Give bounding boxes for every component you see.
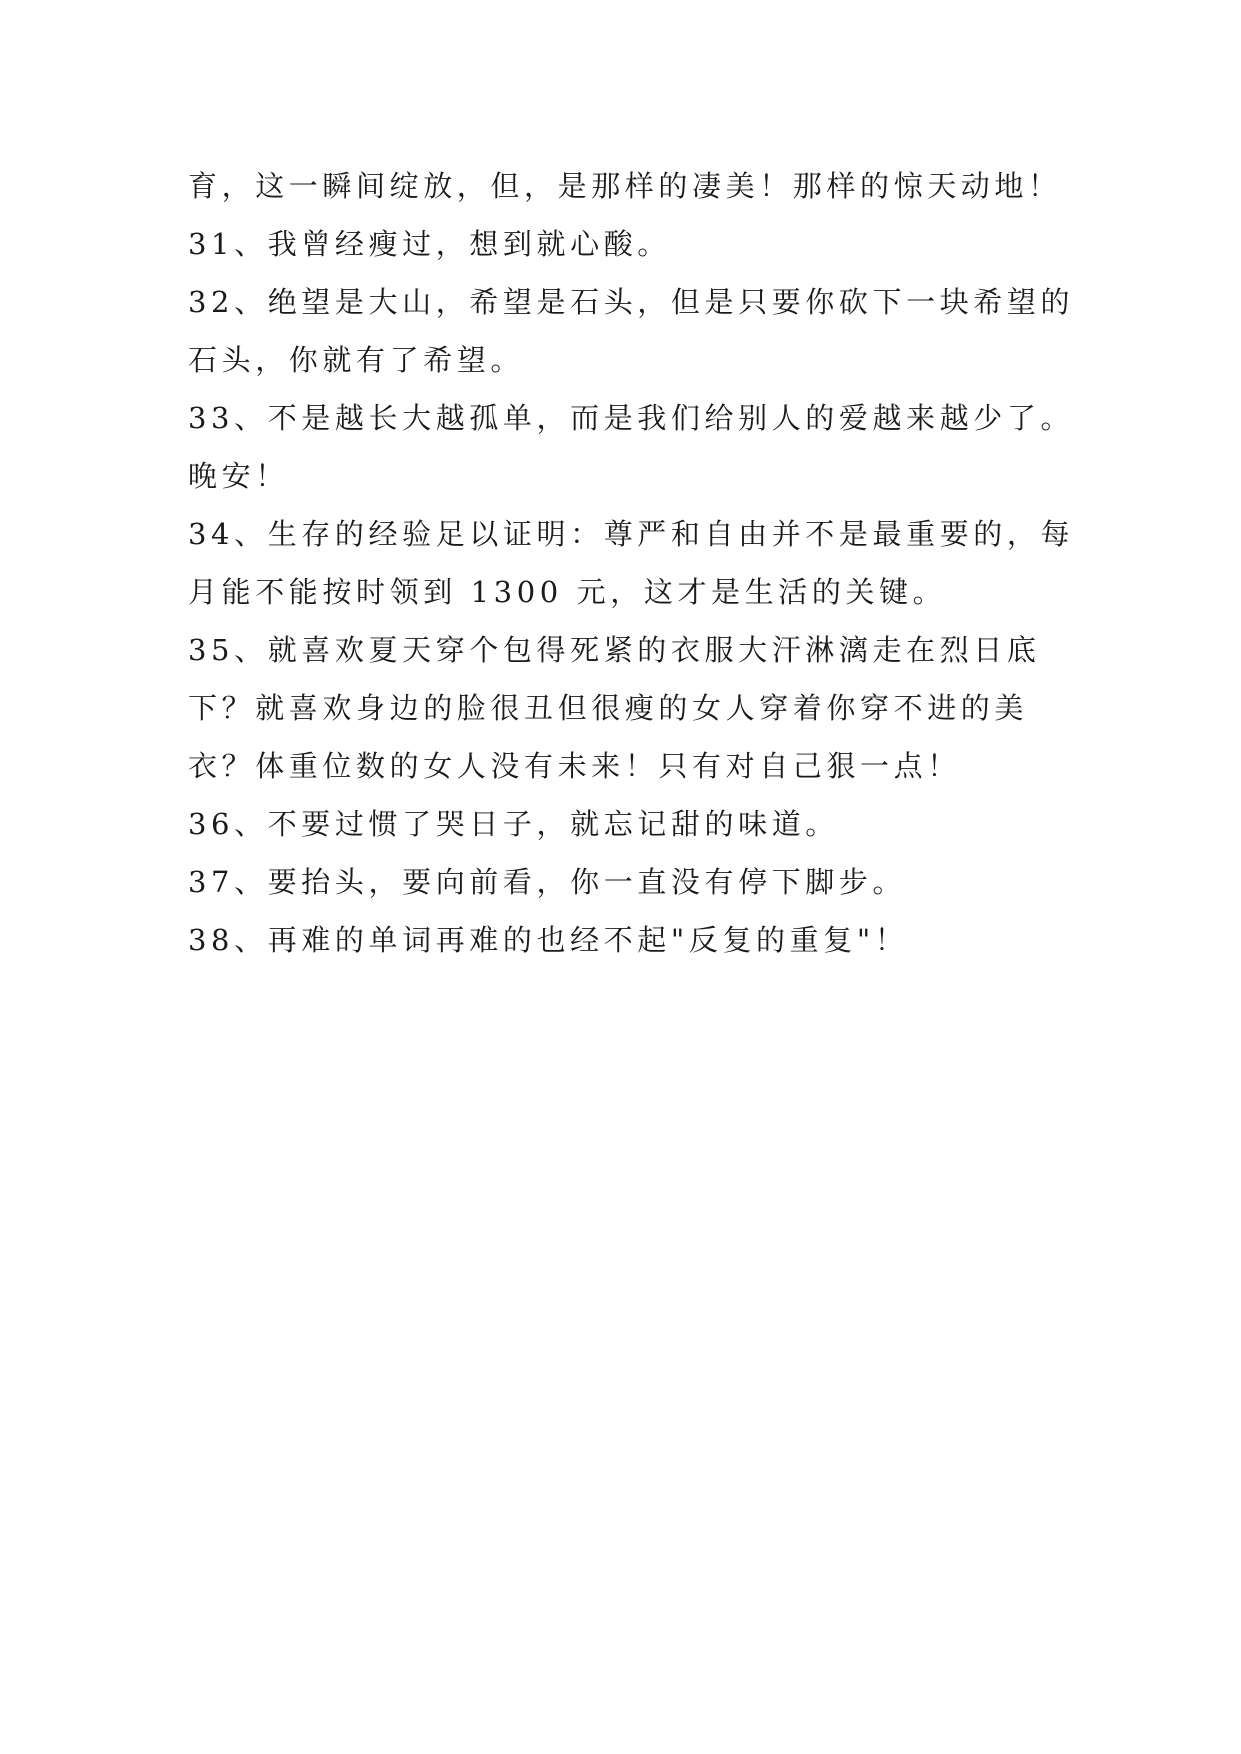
text-line: 33、不是越长大越孤单，而是我们给别人的爱越来越少了。: [188, 401, 1075, 435]
text-line: 石头，你就有了希望。: [188, 343, 525, 377]
text-line: 32、绝望是大山，希望是石头，但是只要你砍下一块希望的: [188, 285, 1075, 319]
text-line: 下？就喜欢身边的脸很丑但很瘦的女人穿着你穿不进的美: [188, 691, 1029, 725]
text-line: 38、再难的单词再难的也经不起"反复的重复"！: [188, 923, 909, 957]
document-body: [188, 157, 1088, 969]
text-line: 育，这一瞬间绽放，但，是那样的凄美！那样的惊天动地！: [188, 169, 1062, 203]
text-line: 37、要抬头，要向前看，你一直没有停下脚步。: [188, 865, 907, 899]
text-line: 35、就喜欢夏天穿个包得死紧的衣服大汗淋漓走在烈日底: [188, 633, 1041, 667]
text-line: 31、我曾经瘦过，想到就心酸。: [188, 227, 671, 261]
text-line: 月能不能按时领到 1300 元，这才是生活的关键。: [188, 575, 947, 609]
text-line: 晚安！: [188, 459, 289, 493]
text-line: 衣？体重位数的女人没有未来！只有对自己狠一点！: [188, 749, 961, 783]
text-line: 34、生存的经验足以证明：尊严和自由并不是最重要的，每: [188, 517, 1075, 551]
text-line: 36、不要过惯了哭日子，就忘记甜的味道。: [188, 807, 839, 841]
